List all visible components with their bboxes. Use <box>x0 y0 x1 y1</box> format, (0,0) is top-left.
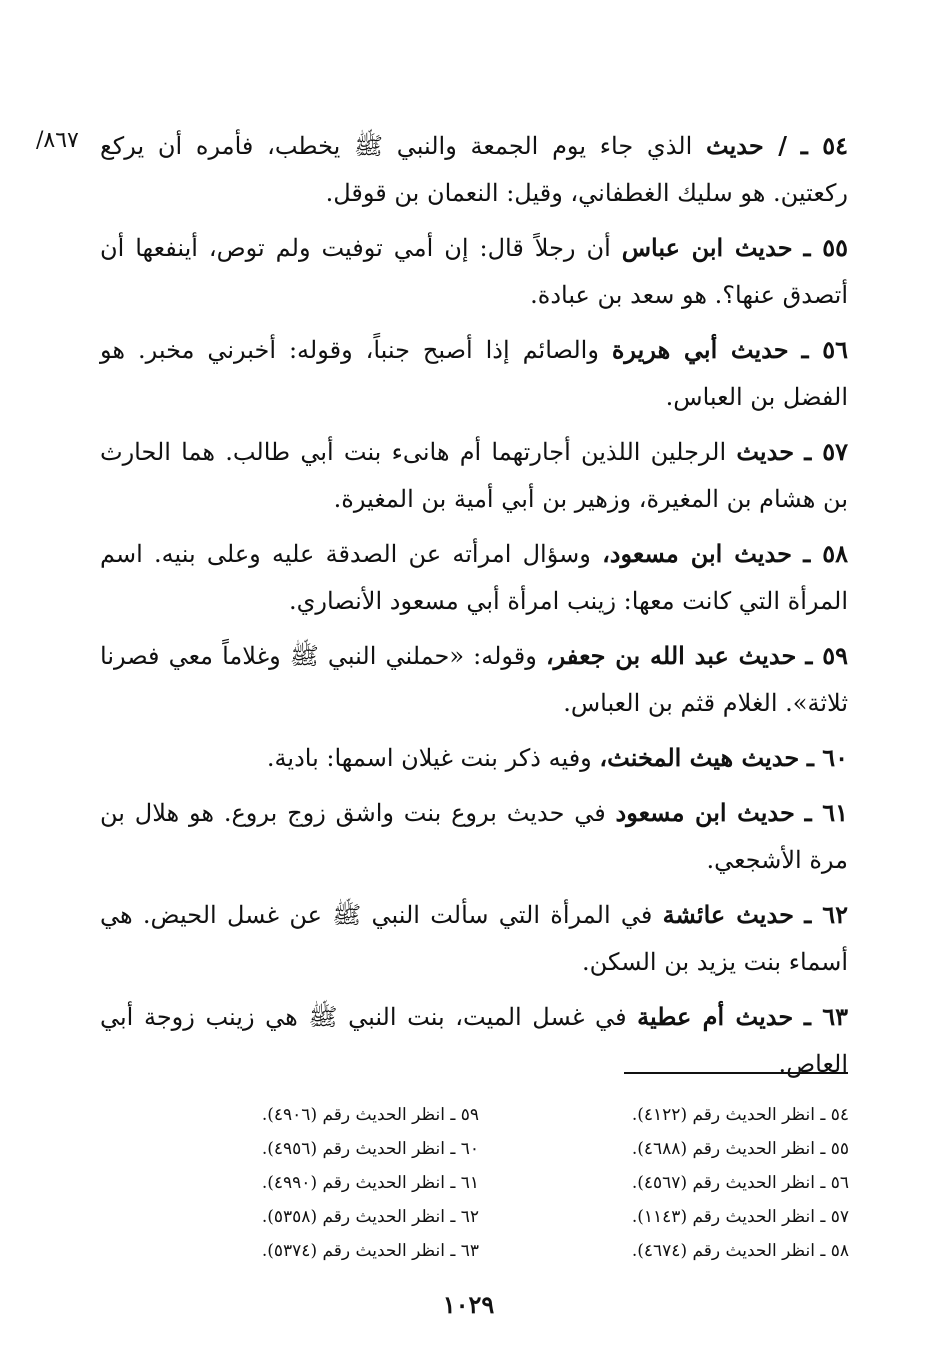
entry-lead: / حديث <box>706 131 787 160</box>
entry-text: وسؤال امرأته عن الصدقة عليه وعلى بنيه. اسم المرأة التي كانت معها: زينب امرأة أبي مسعود الأنصاري. <box>100 540 848 615</box>
footnote: ٦١ ـ انظر الحديث رقم (٤٩٩٠). <box>261 1173 479 1193</box>
footnote: ٥٦ ـ انظر الحديث رقم (٤٥٦٧). <box>631 1173 849 1193</box>
entry-number: ٥٨ ـ <box>803 539 848 568</box>
footnote-divider <box>624 1072 848 1074</box>
footnote: ٦٠ ـ انظر الحديث رقم (٤٩٥٦). <box>261 1139 479 1159</box>
entry-lead: حديث هيث المخنث، <box>599 743 800 772</box>
footnotes-left-column <box>219 1098 479 1268</box>
entry-number: ٥٧ ـ <box>804 437 848 466</box>
entry-number: ٦١ ـ <box>804 798 848 827</box>
entry-61 <box>100 789 848 884</box>
body-text <box>100 122 848 1095</box>
entry-59 <box>100 632 848 727</box>
entry-62 <box>100 891 848 986</box>
entry-lead: حديث ابن مسعود <box>615 798 795 827</box>
entry-number: ٥٦ ـ <box>801 335 848 364</box>
entry-lead: حديث <box>736 437 795 466</box>
entry-text: في غسل الميت، بنت النبي ﷺ هي زينب زوجة أبي العاص. <box>100 1003 848 1078</box>
entry-number: ٥٩ ـ <box>805 641 849 670</box>
entry-lead: حديث أم عطية <box>637 1002 794 1031</box>
entry-lead: حديث ابن عباس <box>621 233 793 262</box>
entry-number: ٥٥ ـ <box>803 233 848 262</box>
entry-text: وفيه ذكر بنت غيلان اسمها: بادية. <box>266 744 592 772</box>
entry-lead: حديث عائشة <box>662 900 794 929</box>
entry-number: ٥٤ ـ <box>800 131 848 160</box>
entry-lead: حديث أبي هريرة <box>611 335 789 364</box>
footnotes-right-column <box>589 1098 849 1268</box>
footnote: ٥٩ ـ انظر الحديث رقم (٤٩٠٦). <box>261 1105 479 1125</box>
entry-lead: حديث عبد الله بن جعفر، <box>545 641 797 670</box>
margin-reference: ٨٦٧/ <box>36 128 79 153</box>
entry-text: والصائم إذا أصبح جنباً، وقوله: أخبرني مخبر. هو الفضل بن العباس. <box>100 336 848 411</box>
entry-text: الرجلين اللذين أجارتهما أم هانىء بنت أبي طالب. هما الحارث بن هشام بن المغيرة، وزهير بن أبي أمية بن المغيرة. <box>100 438 848 513</box>
entry-text: في حديث بروع بنت واشق زوج بروع. هو هلال بن مرة الأشجعي. <box>100 799 848 874</box>
entry-56 <box>100 326 848 421</box>
entry-text: وقوله: «حملني النبي ﷺ وغلاماً معي فصرنا ثلاثة». الغلام قثم بن العباس. <box>100 642 848 717</box>
entry-text: في المرأة التي سألت النبي ﷺ عن غسل الحيض. هي أسماء بنت يزيد بن السكن. <box>100 901 848 976</box>
footnote: ٥٧ ـ انظر الحديث رقم (١١٤٣). <box>631 1207 849 1227</box>
footnote: ٥٤ ـ انظر الحديث رقم (٤١٢٢). <box>631 1105 849 1125</box>
entry-55 <box>100 224 848 319</box>
footnote: ٦٢ ـ انظر الحديث رقم (٥٣٥٨). <box>261 1207 479 1227</box>
footnote: ٥٨ ـ انظر الحديث رقم (٤٦٧٤). <box>631 1241 849 1261</box>
entry-60 <box>100 734 848 782</box>
entry-57 <box>100 428 848 523</box>
entry-lead: حديث ابن مسعود، <box>602 539 792 568</box>
entry-number: ٦٠ ـ <box>806 743 848 772</box>
entry-number: ٦٢ ـ <box>804 900 848 929</box>
footnote: ٦٣ ـ انظر الحديث رقم (٥٣٧٤). <box>261 1241 479 1261</box>
entry-58 <box>100 530 848 625</box>
entry-text: أن رجلاً قال: إن أمي توفيت ولم توص، أينفعها أن أتصدق عنها؟. هو سعد بن عبادة. <box>100 234 848 309</box>
entry-text: الذي جاء يوم الجمعة والنبي ﷺ يخطب، فأمره أن يركع ركعتين. هو سليك الغطفاني، وقيل: النعمان بن قوقل. <box>100 132 848 207</box>
entry-number: ٦٣ ـ <box>803 1002 848 1031</box>
entry-54 <box>100 122 848 217</box>
footnote: ٥٥ ـ انظر الحديث رقم (٤٦٨٨). <box>631 1139 849 1159</box>
page-number: ١٠٢٩ <box>442 1290 495 1319</box>
